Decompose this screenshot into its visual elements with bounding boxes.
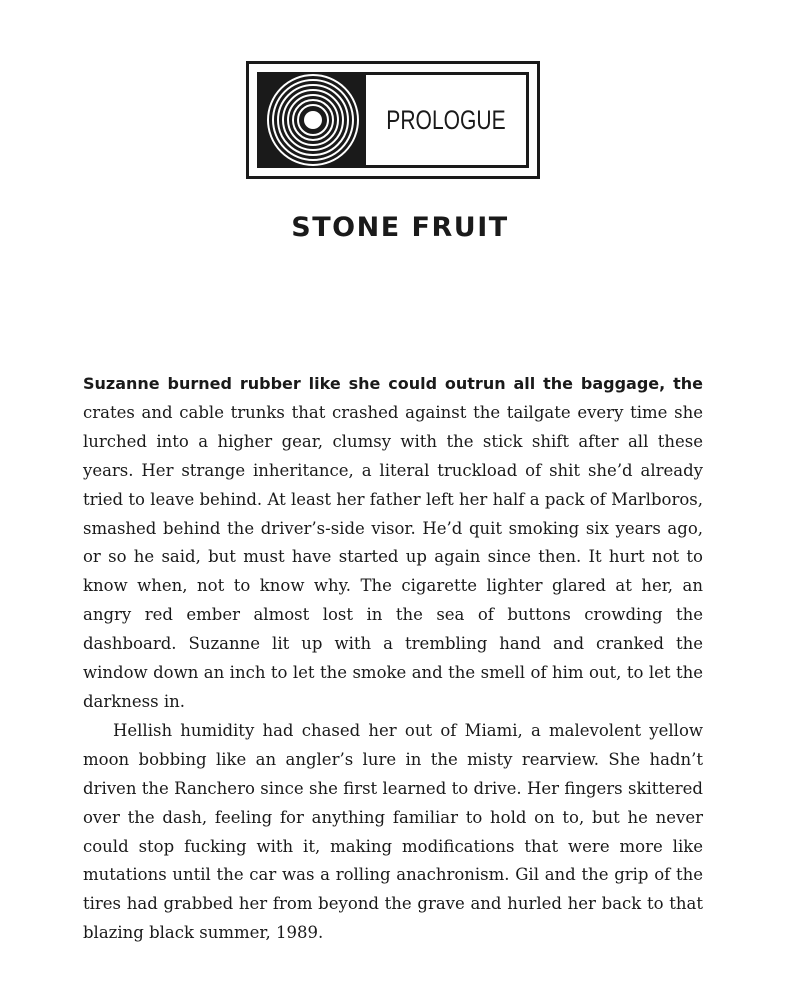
paragraph-text: crates and cable trunks that crashed against the tailgate every time she lurched into a higher gear, clumsy with the stick shift after all these years. Her strange inheritance, a literal truckload of shit she’d already tried to leave behind. At least her father left her half a pack of Marlboros, smashed behind the driver’s-side visor. He’d quit smoking six years ago, or so he said, but must have started up again since then. It hurt not to know when, not to know why. The cigarette lighter glared at her, an angry red ember almost lost in the sea of buttons crowding the dashboard. Suzanne lit up with a trembling hand and cranked the window down an inch to let the smoke and the smell of him out, to let the darkness in.	[83, 402, 703, 711]
body-text	[83, 370, 703, 948]
paragraph	[83, 370, 703, 717]
chapter-badge-frame	[257, 72, 529, 168]
paragraph: Hellish humidity had chased her out of Miami, a malevolent yellow moon bobbing like an angler’s lure in the misty rearview. She hadn’t driven the Ranchero since she first learned to drive. Her fingers skittered over the dash, feeling for anything familiar to hold on to, but he never could stop fucking with it, making modifications that were more like mutations until the car was a rolling anachronism. Gil and the grip of the tires had grabbed her from beyond the grave and hurled her back to that blazing black summer, 1989.	[83, 720, 703, 943]
chapter-label: PROLOGUE	[386, 104, 506, 135]
concentric-circles-icon	[260, 75, 366, 165]
paragraph-lead: Suzanne burned rubber like she could outrun all the baggage, the	[83, 374, 703, 393]
chapter-title: STONE FRUIT	[291, 212, 509, 243]
chapter-badge	[246, 61, 540, 179]
